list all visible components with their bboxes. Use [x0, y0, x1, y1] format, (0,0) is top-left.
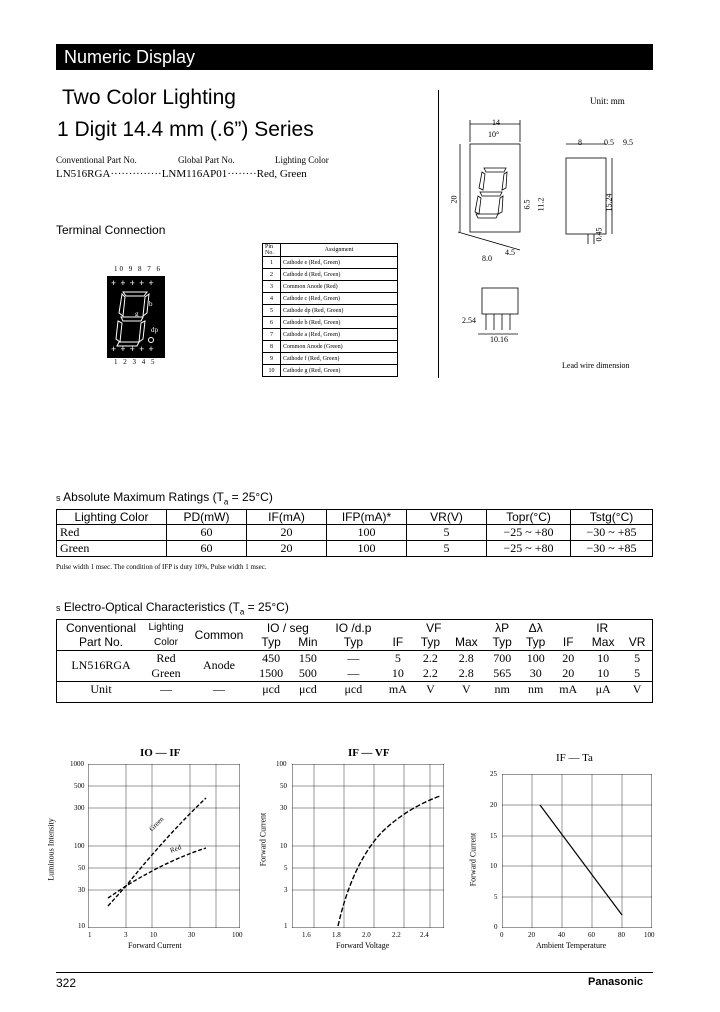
unit: mA — [559, 681, 578, 696]
seg-label-dp: dp — [151, 326, 158, 334]
c2-ylabel: Forward Current — [258, 812, 268, 867]
col-color: Lighting Color — [275, 155, 329, 165]
green-line — [108, 798, 206, 906]
table-row — [263, 365, 398, 377]
sub-head: Typ — [420, 635, 441, 650]
c3-ytick: 10 — [490, 862, 497, 870]
pins-bottom: 1 2 3 4 5 — [114, 358, 157, 366]
divider — [438, 90, 439, 378]
dots: ········ — [227, 168, 257, 180]
c1-xtick: 3 — [124, 931, 128, 939]
vf-line — [338, 796, 440, 926]
table-header — [263, 244, 398, 257]
c2-ytick: 3 — [284, 886, 288, 894]
col-head: PD(mW) — [167, 510, 247, 525]
col-head: Lighting Color — [57, 510, 167, 525]
cell: 2.8 — [458, 650, 474, 665]
red-label: Red — [168, 843, 183, 855]
table-row — [263, 257, 398, 269]
brand-logo: Panasonic — [588, 976, 644, 988]
cell: 150 — [298, 650, 317, 665]
cell: 5 — [634, 665, 641, 680]
c3-xlabel: Ambient Temperature — [536, 941, 607, 950]
cell: 10 — [597, 665, 610, 680]
assignment: Cathode e (Red, Green) — [281, 257, 398, 269]
col-head: Topr(°C) — [487, 510, 571, 525]
cell: 450 — [262, 650, 281, 665]
c3-xtick: 20 — [528, 931, 535, 939]
cell: −30 ~ +85 — [571, 541, 653, 557]
col-conventional: Conventional Part No. — [56, 155, 137, 165]
sub-head: Max — [591, 635, 615, 650]
cell: −30 ~ +85 — [571, 525, 653, 541]
c1-xtick: 10 — [150, 931, 157, 939]
assignment: Common Anode (Red) — [281, 281, 398, 293]
unit-label: Unit — [90, 681, 112, 696]
pin-no: 9 — [263, 353, 281, 365]
cell: 5 — [407, 541, 487, 557]
dim-note: Lead wire dimension — [562, 361, 630, 370]
dim-d05: 0.5 — [604, 138, 614, 147]
cell: Red — [57, 525, 167, 541]
section-header — [56, 44, 653, 70]
seg-label-g: g — [135, 310, 139, 318]
pin-no: 7 — [263, 329, 281, 341]
ratings-title-end: = 25°C) — [228, 490, 273, 504]
dim-d80: 8.0 — [482, 254, 492, 263]
sub-head: Min — [298, 635, 318, 650]
cell: 10 — [597, 650, 610, 665]
cell: 1500 — [259, 665, 284, 680]
electro-title-text: Electro-Optical Characteristics (T — [63, 600, 240, 614]
unit: V — [426, 681, 435, 696]
unit-label: Unit: mm — [590, 96, 625, 106]
product-line1: Two Color Lighting — [62, 86, 236, 109]
assignment: Cathode c (Red, Green) — [281, 293, 398, 305]
c1-ytick: 50 — [78, 864, 85, 872]
c3-ytick: 0 — [494, 923, 498, 931]
table-row — [263, 305, 398, 317]
cell: Red — [156, 650, 176, 665]
ratings-title — [56, 490, 273, 506]
cell: 5 — [394, 650, 401, 665]
unit: V — [632, 681, 642, 696]
common: Anode — [203, 658, 235, 672]
c2-xtick: 2.4 — [420, 931, 429, 939]
pin-no: 2 — [263, 269, 281, 281]
table-row — [57, 650, 652, 666]
c2-xtick: 2.0 — [362, 931, 371, 939]
table-header — [57, 620, 652, 635]
c2-ytick: 1 — [284, 922, 288, 930]
unit: μcd — [344, 681, 363, 696]
table-row — [263, 269, 398, 281]
c1-xlabel: Forward Current — [128, 941, 182, 950]
cell: 60 — [167, 541, 247, 557]
table-header — [57, 510, 653, 525]
sub-head: Typ — [261, 635, 281, 650]
pin-no: 3 — [263, 281, 281, 293]
ratings-title-text: Absolute Maximum Ratings (T — [63, 490, 224, 504]
c3-ytick: 5 — [494, 893, 498, 901]
dim-d15: 15.24 — [604, 193, 614, 212]
unit: nm — [528, 681, 544, 696]
cell: 20 — [247, 541, 327, 557]
electro-title-end: = 25°C) — [244, 600, 289, 614]
c3-xtick: 100 — [644, 931, 655, 939]
cell: 100 — [327, 541, 407, 557]
electro-table — [57, 620, 652, 697]
cell: 500 — [298, 665, 317, 680]
c1-ylabel: Luminous Intensity — [46, 818, 56, 881]
cell: 700 — [493, 650, 512, 665]
sub-head: Typ — [526, 635, 546, 650]
dim-w14: 14 — [492, 118, 500, 127]
c1-xtick: 100 — [232, 931, 243, 939]
bullet: s — [56, 493, 61, 503]
col-head: Tstg(°C) — [571, 510, 653, 525]
c2-xlabel: Forward Voltage — [336, 941, 390, 950]
table-subheader — [57, 635, 652, 650]
assignment: Cathode f (Red, Green) — [281, 353, 398, 365]
table-row — [57, 541, 653, 557]
dim-d045: 0.45 — [594, 227, 604, 242]
col-head: IO /d.p — [335, 620, 372, 635]
table-row — [263, 353, 398, 365]
col-head: Lighting — [148, 622, 184, 633]
unit: — — [160, 681, 172, 696]
seg-label-b: b — [149, 300, 153, 308]
cell: 20 — [562, 665, 575, 680]
sub-head: Typ — [343, 635, 364, 650]
table-row — [263, 317, 398, 329]
green-label: Green — [147, 815, 166, 833]
c3-ylabel: Forward Current — [468, 832, 478, 887]
pin-assignment-table — [262, 243, 398, 377]
cell: 2.2 — [422, 665, 438, 680]
c3-ytick: 25 — [490, 770, 497, 778]
cell: −25 ~ +80 — [487, 525, 571, 541]
sub-head: VR — [628, 635, 646, 650]
pin-head: Pin No. — [263, 244, 281, 257]
cell: 60 — [167, 525, 247, 541]
pin-no: 6 — [263, 317, 281, 329]
cell: 100 — [327, 525, 407, 541]
c1-ytick: 500 — [74, 782, 85, 790]
plus-row-bottom: + + + + + — [111, 344, 155, 354]
unit: — — [213, 681, 225, 696]
pin-no: 1 — [263, 257, 281, 269]
c1-ytick: 10 — [78, 922, 85, 930]
c2-xtick: 1.6 — [302, 931, 311, 939]
chart3-title: IF — Ta — [556, 752, 593, 764]
c2-ytick: 30 — [280, 804, 287, 812]
c1-xtick: 30 — [188, 931, 195, 939]
cell: 2.2 — [422, 650, 438, 665]
section-title: Numeric Display — [64, 47, 196, 67]
col-head: VF — [426, 620, 442, 635]
c3-ytick: 20 — [490, 801, 497, 809]
assign-head: Assignment — [281, 244, 398, 257]
cell: — — [347, 650, 360, 665]
pin-no: 4 — [263, 293, 281, 305]
plus-row-top: + + + + + — [111, 278, 155, 288]
cell: 100 — [526, 650, 545, 665]
cell: 10 — [391, 665, 404, 680]
col-head: VR(V) — [407, 510, 487, 525]
electro-title-sub: a — [239, 607, 245, 617]
dim-angle: 10° — [488, 130, 500, 139]
table-row — [263, 293, 398, 305]
unit: nm — [494, 681, 510, 696]
cell: 2.8 — [458, 665, 474, 680]
footer-rule — [56, 972, 653, 973]
col-global: Global Part No. — [178, 155, 235, 165]
electro-title — [56, 600, 289, 616]
dim-d93: 9.5 — [623, 138, 633, 147]
c1-ytick: 30 — [78, 886, 85, 894]
col-head: Common — [194, 627, 244, 642]
display-diagram — [107, 276, 165, 358]
c2-xtick: 2.2 — [392, 931, 401, 939]
cell: Green — [151, 665, 181, 680]
lighting-color: Red, Green — [256, 168, 307, 180]
cell: 20 — [562, 650, 575, 665]
derating-line — [540, 805, 622, 915]
assignment: Cathode a (Red, Green) — [281, 329, 398, 341]
table-row — [57, 525, 653, 541]
table-row — [263, 341, 398, 353]
assignment: Cathode d (Red, Green) — [281, 269, 398, 281]
c2-xtick: 1.8 — [332, 931, 341, 939]
c1-ytick: 300 — [74, 804, 85, 812]
sub-head: IF — [392, 635, 404, 650]
cell: 5 — [634, 650, 641, 665]
cell: — — [347, 665, 360, 680]
ratings-table — [56, 509, 653, 557]
terminal-heading: Terminal Connection — [56, 223, 166, 237]
sub-head: IF — [562, 635, 574, 650]
dim-d65: 6.5 — [522, 199, 532, 210]
c3-xtick: 80 — [618, 931, 625, 939]
unit: μcd — [262, 681, 280, 696]
col-head: Δλ — [528, 620, 543, 635]
c2-ytick: 50 — [280, 782, 287, 790]
c3-xtick: 0 — [500, 931, 504, 939]
chart3-plot — [502, 774, 652, 928]
dimension-drawing-icon — [448, 110, 648, 360]
c3-xtick: 60 — [588, 931, 595, 939]
unit: mA — [388, 681, 407, 696]
dots: ·············· — [110, 168, 162, 180]
assignment: Cathode g (Red, Green) — [281, 365, 398, 377]
unit: μA — [595, 681, 611, 696]
cell: 20 — [247, 525, 327, 541]
ratings-note: Pulse width 1 msec. The condition of IFP is duty 10%, Pulse width 1 msec. — [56, 563, 267, 571]
table-row — [263, 281, 398, 293]
cell: −25 ~ +80 — [487, 541, 571, 557]
dim-d254: 2.54 — [462, 316, 476, 325]
chart2-title: IF — VF — [348, 747, 390, 759]
part-no: LN516RGA — [71, 658, 131, 672]
cell: 5 — [407, 525, 487, 541]
dim-d8: 8 — [578, 138, 582, 147]
sub-head: Max — [454, 635, 478, 650]
pin-no: 5 — [263, 305, 281, 317]
product-line2: 1 Digit 14.4 mm (.6”) Series — [57, 118, 314, 141]
assignment: Common Anode (Green) — [281, 341, 398, 353]
col-head: IO / seg — [266, 620, 309, 635]
c1-ytick: 1000 — [70, 760, 84, 768]
pins-top: 10 9 8 7 6 — [114, 265, 162, 273]
col-head: IF(mA) — [247, 510, 327, 525]
dim-d45: 4.5 — [505, 248, 515, 257]
cell: Green — [57, 541, 167, 557]
col-head: Color — [154, 636, 178, 648]
unit: μcd — [299, 681, 317, 696]
c2-ytick: 10 — [280, 842, 287, 850]
unit: V — [461, 681, 471, 696]
col-head: Conventional — [65, 620, 137, 635]
chart1-title: IO — IF — [140, 747, 181, 759]
bullet: s — [56, 603, 61, 613]
c3-ytick: 15 — [490, 832, 497, 840]
table-row — [57, 666, 652, 682]
c1-xtick: 1 — [88, 931, 92, 939]
col-head: λP — [495, 620, 510, 635]
cell: 565 — [493, 665, 512, 680]
col-head: IR — [596, 620, 609, 635]
c3-xtick: 40 — [558, 931, 565, 939]
table-row — [263, 329, 398, 341]
sub-head: Typ — [492, 635, 512, 650]
ratings-title-sub: a — [223, 497, 229, 507]
conventional-part: LN516RGA — [56, 168, 111, 180]
pin-no: 8 — [263, 341, 281, 353]
col-head: IFP(mA)* — [327, 510, 407, 525]
dim-d1016: 10.16 — [490, 335, 508, 344]
c1-ytick: 100 — [74, 842, 85, 850]
pin-no: 10 — [263, 365, 281, 377]
chart2-plot — [292, 764, 444, 928]
chart1-plot — [88, 764, 240, 928]
cell: 30 — [529, 665, 542, 680]
part-row — [56, 168, 307, 180]
c2-ytick: 5 — [284, 864, 288, 872]
col-head: Part No. — [78, 635, 123, 650]
assignment: Cathode b (Red, Green) — [281, 317, 398, 329]
global-part: LNM116AP01 — [161, 168, 228, 180]
dim-d112: 11.2 — [536, 197, 546, 212]
page-number: 322 — [56, 976, 77, 990]
dim-h20: 20 — [449, 195, 459, 204]
table-row-units — [57, 681, 652, 697]
c2-ytick: 100 — [276, 760, 287, 768]
assignment: Cathode dp (Red, Green) — [281, 305, 398, 317]
